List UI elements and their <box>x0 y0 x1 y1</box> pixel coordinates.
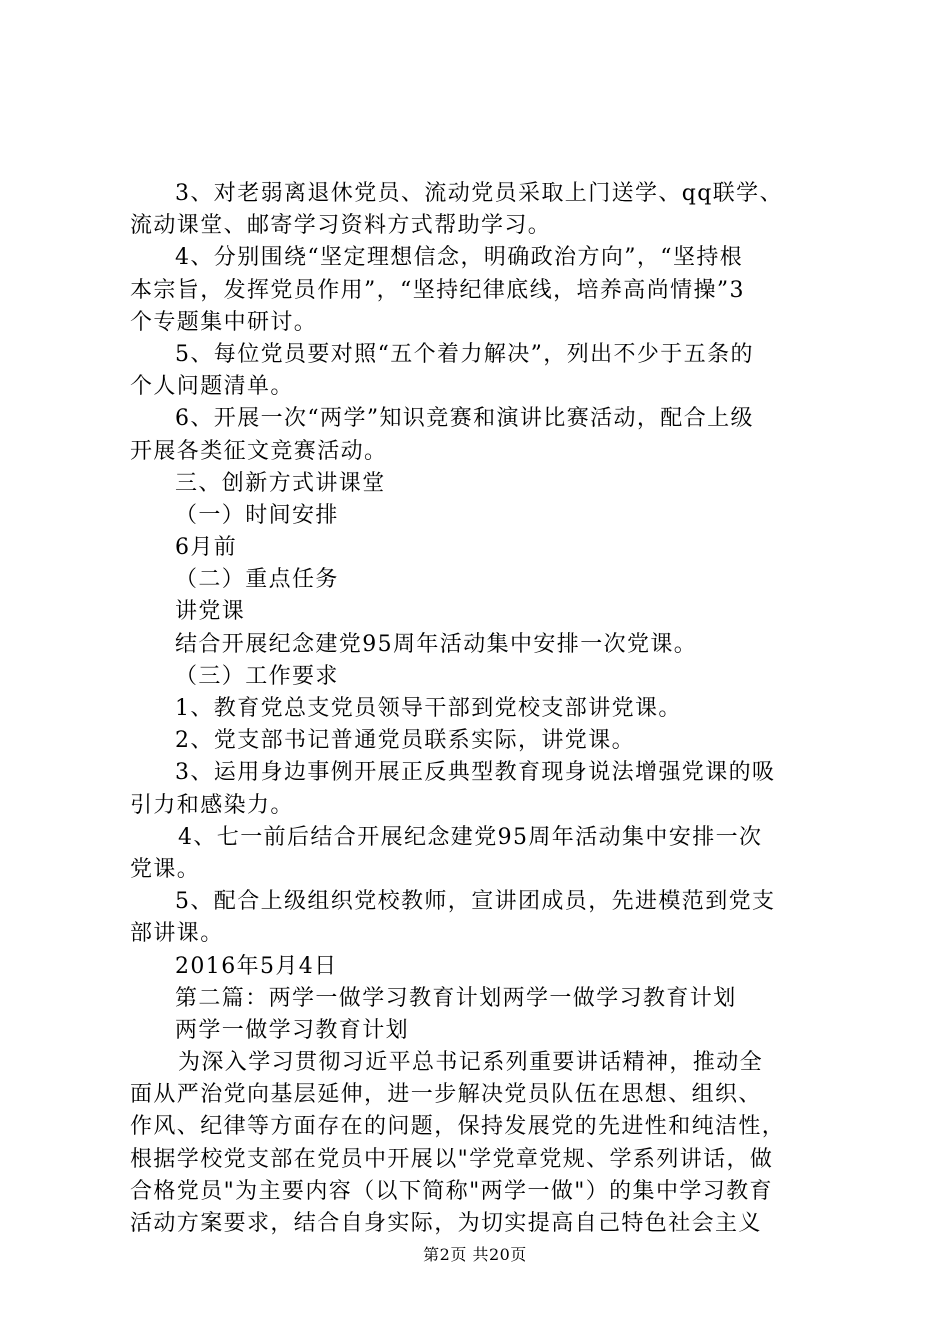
text-line: 活动方案要求，结合自身实际，为切实提高自己特色社会主义 <box>130 1211 762 1236</box>
text-line: 2、党支部书记普通党员联系实际，讲党课。 <box>175 728 635 754</box>
text-line: 第二篇：两学一做学习教育计划两学一做学习教育计划 <box>175 985 737 1011</box>
text-line: 个专题集中研讨。 <box>130 309 318 335</box>
text-line: 个人问题清单。 <box>130 374 294 400</box>
text-line: 2016年5月4日 <box>175 953 338 979</box>
text-line: 党课。 <box>130 856 201 882</box>
text-line: （一）时间安排 <box>175 502 339 528</box>
text-line: 部讲课。 <box>130 921 224 947</box>
text-line: 1、教育党总支党员领导干部到党校支部讲党课。 <box>175 696 682 721</box>
text-line: 结合开展纪念建党95周年活动集中安排一次党课。 <box>175 631 698 657</box>
text-line: 本宗旨，发挥党员作用”，“坚持纪律底线，培养高尚情操”3 <box>130 277 745 303</box>
text-line: 流动课堂、邮寄学习资料方式帮助学习。 <box>130 213 552 239</box>
text-line: 3、对老弱离退休党员、流动党员采取上门送学、qq联学、 <box>175 181 783 206</box>
text-line: 6月前 <box>175 535 238 561</box>
text-line: （三）工作要求 <box>175 663 339 689</box>
document-body <box>130 178 830 1240</box>
text-line: 6、开展一次“两学”知识竞赛和演讲比赛活动，配合上级 <box>175 406 754 432</box>
text-line: 5、配合上级组织党校教师，宣讲团成员，先进模范到党支 <box>175 889 776 915</box>
text-line: 合格党员"为主要内容（以下简称"两学一做"）的集中学习教育 <box>130 1178 773 1204</box>
text-line: 根据学校党支部在党员中开展以"学党章党规、学系列讲话，做 <box>130 1146 774 1172</box>
text-line: 开展各类征文竞赛活动。 <box>130 438 388 464</box>
text-line: 面从严治党向基层延伸，进一步解决党员队伍在思想、组织、 <box>130 1082 762 1108</box>
page-footer: 第2页 共20页 <box>423 1245 527 1264</box>
text-line: 4、分别围绕“坚定理想信念，明确政治方向”，“坚持根 <box>175 245 744 271</box>
text-line: 4、七一前后结合开展纪念建党95周年活动集中安排一次 <box>178 824 763 850</box>
text-line: （二）重点任务 <box>175 567 339 593</box>
text-line: 讲党课 <box>175 599 246 625</box>
text-line: 三、创新方式讲课堂 <box>175 470 386 496</box>
text-line: 引力和感染力。 <box>130 792 294 818</box>
text-line: 作风、纪律等方面存在的问题，保持发展党的先进性和纯洁性， <box>130 1114 786 1140</box>
text-line: 5、每位党员要对照“五个着力解决”，列出不少于五条的 <box>175 341 754 367</box>
text-line: 3、运用身边事例开展正反典型教育现身说法增强党课的吸 <box>175 760 776 786</box>
text-line: 两学一做学习教育计划 <box>175 1017 410 1043</box>
text-line: 为深入学习贯彻习近平总书记系列重要讲话精神，推动全 <box>178 1050 764 1076</box>
